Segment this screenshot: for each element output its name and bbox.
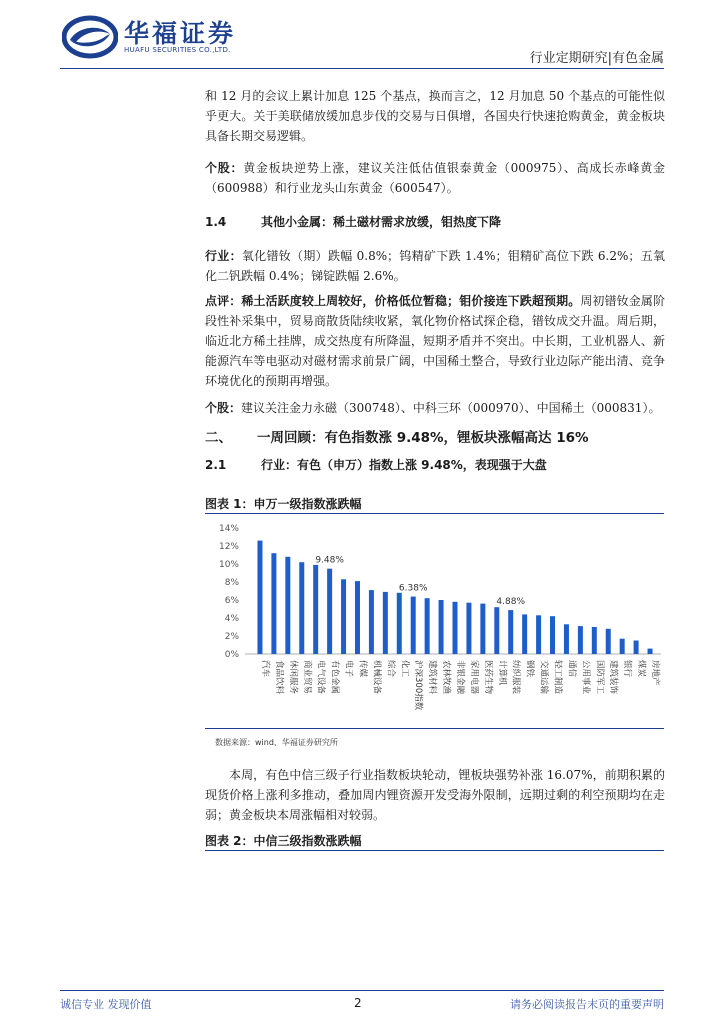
bar — [606, 629, 611, 654]
bar — [620, 639, 625, 654]
paragraph-minor-metals-industry — [205, 246, 665, 286]
bar — [257, 541, 262, 654]
bar — [494, 607, 499, 654]
bar — [592, 627, 597, 654]
x-tick-label: 电子 — [343, 660, 354, 678]
section-number: 二、 — [205, 430, 232, 446]
bar — [299, 562, 304, 654]
bar — [271, 553, 276, 654]
x-tick-label: 轻工制造 — [552, 660, 563, 695]
footer-slogan: 诚信专业 发现价值 — [60, 998, 152, 1011]
bar — [634, 641, 639, 655]
logo-swirl-icon — [62, 14, 118, 60]
bar — [508, 610, 513, 654]
data-label: 6.38% — [398, 583, 428, 594]
section-1-4-heading — [205, 213, 501, 230]
paragraph-lithium-weekly: 本周，有色中信三级子行业指数板块轮动，锂板块强势补涨 16.07%，前期积累的现货价格上涨利多推动，叠加周内锂资源开发受海外限制，远期过剩的利空预期均在走弱；黄金板块本周涨幅相对较弱。 — [205, 768, 665, 822]
paragraph-gold-stocks — [205, 158, 665, 198]
stocks-label-2: 个股： — [205, 401, 242, 415]
data-label: 9.48% — [315, 555, 344, 566]
figure-2-top-rule — [205, 850, 664, 851]
section-number: 2.1 — [205, 458, 227, 472]
industry-label: 行业： — [205, 249, 242, 263]
header-divider — [60, 68, 664, 69]
x-tick-label: 交通运输 — [538, 660, 549, 695]
x-tick-label: 计算机 — [496, 660, 507, 686]
x-tick-label: 国防军工 — [594, 660, 605, 695]
section-2-heading — [205, 426, 589, 446]
footer-divider — [60, 990, 664, 991]
bar — [341, 579, 346, 654]
paragraph-rare-earth-comment — [205, 291, 665, 391]
x-tick-label: 建筑材料 — [427, 660, 438, 695]
report-type: 行业定期研究|有色金属 — [529, 51, 664, 66]
bar — [411, 597, 416, 654]
x-tick-label: 休闲服务 — [287, 660, 298, 695]
section-title: 行业：有色（申万）指数上涨 9.48%，表现强于大盘 — [261, 458, 547, 472]
bar — [425, 598, 430, 654]
x-tick-label: 建筑装饰 — [608, 660, 619, 695]
stocks-label: 个股： — [205, 161, 244, 175]
paragraph-gold-trading: 和 12 月的会议上累计加息 125 个基点，换而言之，12 月加息 50 个基点的可能性似乎更大。关于美联储放缓加息步伐的交易与日俱增，各国央行快速抢购黄金，黄金板块具备长期交易逻辑。 — [205, 89, 665, 143]
bar — [550, 616, 555, 654]
footer-disclaimer: 请务必阅读报告末页的重要声明 — [510, 998, 664, 1011]
figure-1-source: 数据来源：wind、华福证券研究所 — [215, 738, 338, 747]
figure-1-title: 图表 1：申万一级指数涨跌幅 — [205, 497, 362, 511]
x-tick-label: 电气设备 — [315, 660, 326, 695]
x-tick-label: 银行 — [622, 660, 633, 678]
bar — [522, 614, 527, 654]
x-tick-label: 通信 — [566, 660, 577, 678]
bar — [355, 581, 360, 654]
x-tick-label: 汽车 — [259, 660, 270, 678]
x-tick-label: 传媒 — [357, 660, 368, 678]
bar — [313, 565, 318, 654]
x-tick-label: 综合 — [385, 660, 396, 678]
page-number: 2 — [354, 996, 362, 1010]
x-tick-label: 纺织服装 — [510, 660, 521, 695]
x-tick-label: 煤炭 — [636, 660, 647, 678]
bar — [453, 602, 458, 654]
x-tick-label: 房地产 — [650, 660, 661, 686]
section-number: 1.4 — [205, 215, 227, 229]
bar — [564, 624, 569, 654]
y-tick-label: 2% — [224, 632, 239, 642]
bar — [480, 604, 485, 654]
y-tick-label: 4% — [224, 614, 239, 624]
x-tick-label: 食品饮料 — [273, 660, 284, 695]
x-tick-label: 机械设备 — [371, 660, 382, 695]
x-tick-label: 商业贸易 — [301, 660, 312, 695]
bar — [383, 592, 388, 654]
bar — [439, 600, 444, 654]
figure-1-bar-chart — [205, 514, 664, 724]
section-title: 其他小金属：稀土磁材需求放缓，钼热度下降 — [261, 215, 502, 229]
x-tick-label: 有色金属 — [329, 660, 340, 695]
logo-chinese: 华福证券 — [124, 19, 237, 48]
y-tick-label: 12% — [218, 542, 239, 552]
x-tick-label: 钢铁 — [524, 660, 535, 678]
paragraph-rare-earth-stocks — [205, 398, 665, 418]
figure-2-title: 图表 2：中信三级指数涨跌幅 — [205, 834, 362, 848]
comment-label: 点评：稀土活跃度较上周较好，价格低位暂稳；钼价接连下跌超预期。 — [205, 294, 581, 308]
x-tick-label: 公用事业 — [580, 660, 591, 695]
x-tick-label: 化工 — [399, 660, 410, 678]
y-tick-label: 6% — [224, 596, 239, 606]
bar — [327, 569, 332, 654]
bar — [369, 590, 374, 654]
section-title: 一周回顾：有色指数涨 9.48%，锂板块涨幅高达 16% — [257, 430, 589, 446]
stocks-text: 黄金板块逆势上涨，建议关注低估值银泰黄金（000975）、高成长赤峰黄金（600988）和行业龙头山东黄金（600547）。 — [205, 161, 665, 195]
section-2-1-heading — [205, 456, 547, 473]
y-tick-label: 10% — [218, 560, 239, 570]
bar — [536, 615, 541, 654]
comment-text: 周初镨钕金属阶段性补采集中，贸易商散货陆续收紧，氧化物价格试探企稳，镨钕成交升温。周后期，临近北方稀土挂牌，成交热度有所降温，短期矛盾并不突出。中长期，工业机器人、新能源汽车等电驱动对磁材需求前景广阔，中国稀土整合，导致行业边际产能出清、竞争环境优化的预期再增强。 — [205, 294, 665, 388]
x-tick-label: 沪深300指数 — [413, 660, 424, 711]
x-tick-label: 医药生物 — [482, 660, 493, 695]
bar — [397, 593, 402, 654]
y-tick-label: 8% — [224, 578, 239, 588]
industry-text: 氧化镨钕（期）跌幅 0.8%；钨精矿下跌 1.4%；钼精矿高位下跌 6.2%；五氧化二钒跌幅 0.4%；锑锭跌幅 2.6%。 — [205, 249, 665, 283]
bar — [285, 557, 290, 654]
bar — [648, 649, 653, 654]
stocks-text-2: 建议关注金力永磁（300748）、中科三环（000970）、中国稀土（000831）。 — [241, 401, 661, 415]
bar — [578, 626, 583, 654]
data-label: 4.88% — [496, 597, 526, 608]
y-tick-label: 0% — [224, 650, 239, 660]
x-tick-label: 非银金融 — [455, 660, 465, 695]
x-tick-label: 农林牧渔 — [441, 660, 452, 695]
bar — [466, 603, 471, 654]
y-tick-label: 14% — [218, 524, 239, 534]
logo-english: HUAFU SECURITIES CO.,LTD. — [124, 46, 231, 54]
figure-1-bottom-rule — [205, 728, 664, 729]
x-tick-label: 家用电器 — [468, 660, 479, 695]
